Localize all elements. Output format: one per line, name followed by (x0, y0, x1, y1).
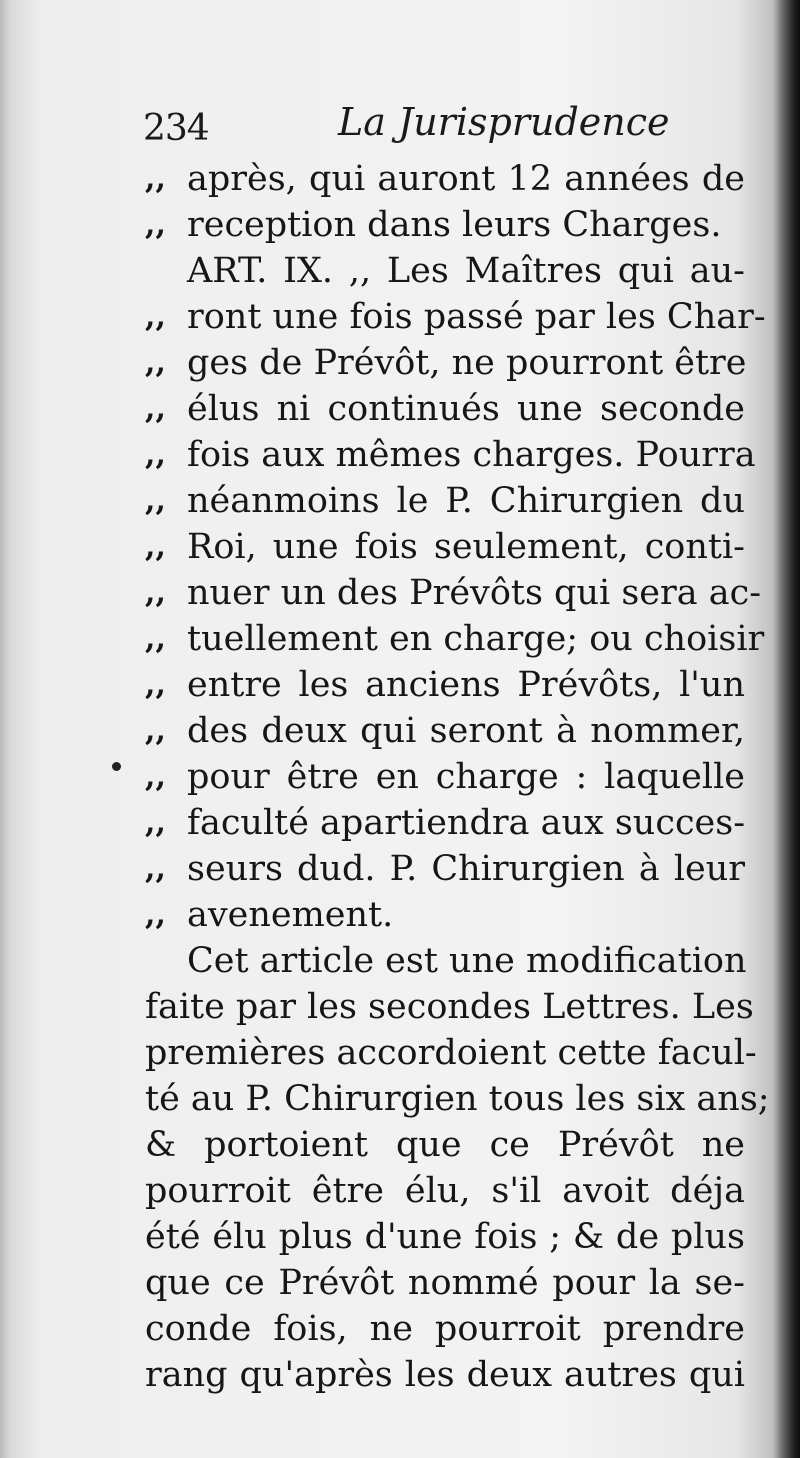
text-line (145, 1352, 745, 1398)
text-line (145, 1122, 745, 1168)
line-text: reception dans leurs Charges. (187, 205, 722, 245)
quote-mark: ,, (145, 161, 166, 196)
line-text: néanmoins le P. Chirurgien du (187, 481, 745, 521)
page-number: 234 (143, 108, 209, 149)
text-line (145, 294, 766, 340)
line-text: pourroit être élu, s'il avoit déja (145, 1171, 745, 1211)
line-text: après, qui auront 12 années de (187, 159, 745, 199)
line-text: seurs dud. P. Chirurgien à leur (187, 849, 745, 889)
ink-dot-mark (112, 762, 121, 771)
line-text: conde fois, ne pourroit prendre (145, 1309, 745, 1349)
quote-mark: ,, (145, 851, 166, 886)
text-line (145, 846, 745, 892)
line-text: premières accordoient cette facul- (145, 1033, 757, 1073)
quote-mark: ,, (145, 575, 166, 610)
text-line (145, 616, 765, 662)
text-line (145, 386, 745, 432)
text-line (145, 1306, 745, 1352)
text-line (145, 1260, 745, 1306)
line-text: nuer un des Prévôts qui sera ac- (187, 573, 762, 613)
line-text: faculté apartiendra aux succes- (187, 803, 746, 843)
text-line (145, 432, 756, 478)
line-text: que ce Prévôt nommé pour la se- (145, 1263, 745, 1303)
quote-mark: ,, (145, 759, 166, 794)
quote-mark: ,, (145, 345, 166, 380)
text-line (145, 662, 745, 708)
line-text: & portoient que ce Prévôt ne (145, 1125, 745, 1165)
line-text: entre les anciens Prévôts, l'un (187, 665, 745, 705)
line-text: Cet article est une modification (187, 941, 747, 981)
text-line (145, 248, 745, 294)
text-line (145, 570, 762, 616)
quote-mark: ,, (145, 483, 166, 518)
line-text: pour être en charge : laquelle (187, 757, 745, 797)
quote-mark: ,, (145, 713, 166, 748)
text-line (145, 1076, 770, 1122)
text-line (145, 202, 745, 248)
line-text: rang qu'après les deux autres qui (145, 1355, 745, 1395)
line-text: des deux qui seront à nommer, (187, 711, 745, 751)
quote-mark: ,, (145, 667, 166, 702)
page-header (143, 100, 743, 156)
line-text: ront une fois passé par les Char- (187, 297, 766, 337)
running-title: La Jurisprudence (338, 100, 670, 144)
text-line (145, 708, 745, 754)
quote-mark: ,, (145, 621, 166, 656)
quote-mark: ,, (145, 529, 166, 564)
text-line (145, 1030, 757, 1076)
quote-mark: ,, (145, 437, 166, 472)
text-line (145, 478, 745, 524)
line-text: tuellement en charge; ou choisir (187, 619, 765, 659)
line-text: té au P. Chirurgien tous les six ans; (145, 1079, 770, 1119)
text-line (145, 340, 745, 386)
line-text: ART. IX. ,, Les Maîtres qui au- (187, 251, 745, 291)
text-line (145, 892, 745, 938)
line-text: faite par les secondes Lettres. Les (145, 987, 754, 1027)
text-line (145, 156, 745, 202)
text-line (145, 1214, 745, 1260)
text-line (145, 984, 754, 1030)
line-text: ges de Prévôt, ne pourront être (187, 343, 747, 383)
text-line (145, 800, 745, 846)
quote-mark: ,, (145, 299, 166, 334)
quote-mark: ,, (145, 897, 166, 932)
text-line (145, 938, 745, 984)
page-body-text (145, 156, 770, 1398)
line-text: avenement. (187, 895, 394, 935)
quote-mark: ,, (145, 391, 166, 426)
line-text: Roi, une fois seulement, conti- (187, 527, 745, 567)
text-line (145, 1168, 745, 1214)
quote-mark: ,, (145, 805, 166, 840)
line-text: été élu plus d'une fois ; & de plus (145, 1217, 745, 1257)
quote-mark: ,, (145, 207, 166, 242)
text-line (145, 524, 745, 570)
text-line (145, 754, 745, 800)
line-text: élus ni continués une seconde (187, 389, 745, 429)
line-text: fois aux mêmes charges. Pourra (187, 435, 756, 475)
